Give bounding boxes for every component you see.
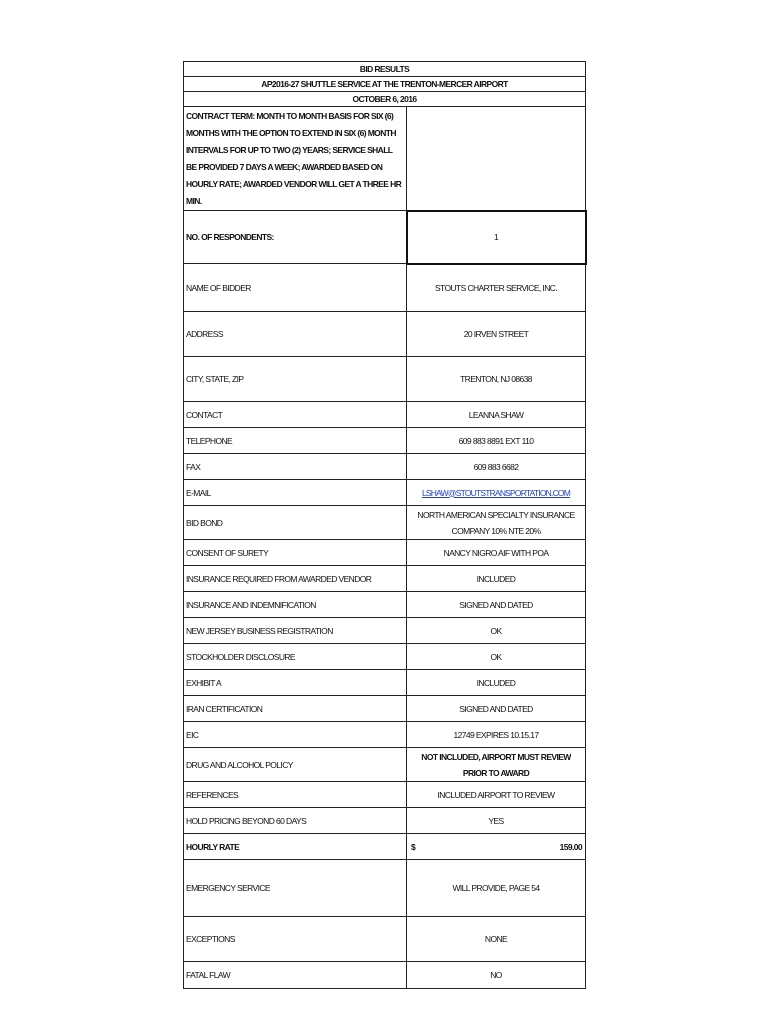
table-row xyxy=(184,566,586,592)
hold-pricing-label: HOLD PRICING BEYOND 60 DAYS xyxy=(184,808,407,834)
bid-results-sheet xyxy=(183,61,585,989)
eic-label: EIC xyxy=(184,722,407,748)
insurance-required-label: INSURANCE REQUIRED FROM AWARDED VENDOR xyxy=(184,566,407,592)
table-row xyxy=(184,917,586,962)
table-row xyxy=(184,962,586,989)
iran-label: IRAN CERTIFICATION xyxy=(184,696,407,722)
address-value: 20 IRVEN STREET xyxy=(407,312,586,357)
table-row xyxy=(184,264,586,312)
table-row xyxy=(184,428,586,454)
bidder-label: NAME OF BIDDER xyxy=(184,264,407,312)
table-row xyxy=(184,357,586,402)
bid-bond-label: BID BOND xyxy=(184,506,407,540)
contract-term-text: CONTRACT TERM: MONTH TO MONTH BASIS FOR SIX (6) MONTHS WITH THE OPTION TO EXTEND IN SIX (6) MONTH INTERVALS FOR UP TO TWO (2) YEARS; SERVICE SHALL BE PROVIDED 7 DAYS A WEEK; AWARDED BASED ON HOURLY RATE; AWARDED VENDOR WILL GET A THREE HR MIN. xyxy=(184,107,407,211)
insurance-required-value: INCLUDED xyxy=(407,566,586,592)
exceptions-label: EXCEPTIONS xyxy=(184,917,407,962)
drug-policy-value: NOT INCLUDED, AIRPORT MUST REVIEW PRIOR TO AWARD xyxy=(407,748,586,782)
references-label: REFERENCES xyxy=(184,782,407,808)
respondents-value: 1 xyxy=(407,211,586,264)
respondents-row xyxy=(184,211,586,264)
references-value: INCLUDED AIRPORT TO REVIEW xyxy=(407,782,586,808)
table-row xyxy=(184,402,586,428)
table-row xyxy=(184,670,586,696)
nj-registration-value: OK xyxy=(407,618,586,644)
table-row xyxy=(184,592,586,618)
contract-term-blank xyxy=(407,107,586,211)
emergency-value: WILL PROVIDE, PAGE 54 xyxy=(407,860,586,917)
hourly-rate-amount: 159.00 xyxy=(559,841,583,852)
fax-value: 609 883 6682 xyxy=(407,454,586,480)
table-row xyxy=(184,696,586,722)
email-cell xyxy=(407,480,586,506)
telephone-label: TELEPHONE xyxy=(184,428,407,454)
table-row xyxy=(184,506,586,540)
header-row-title xyxy=(184,62,586,77)
address-label: ADDRESS xyxy=(184,312,407,357)
header-title: BID RESULTS xyxy=(184,62,586,77)
contact-value: LEANNA SHAW xyxy=(407,402,586,428)
insurance-indem-label: INSURANCE AND INDEMNIFICATION xyxy=(184,592,407,618)
bid-bond-value: NORTH AMERICAN SPECIALTY INSURANCE COMPANY 10% NTE 20% xyxy=(407,506,586,540)
table-row xyxy=(184,540,586,566)
table-row xyxy=(184,618,586,644)
table-row xyxy=(184,748,586,782)
table-row xyxy=(184,312,586,357)
header-project: AP2016-27 SHUTTLE SERVICE AT THE TRENTON-MERCER AIRPORT xyxy=(184,77,586,92)
stockholder-value: OK xyxy=(407,644,586,670)
exhibit-a-value: INCLUDED xyxy=(407,670,586,696)
exceptions-value: NONE xyxy=(407,917,586,962)
table-row xyxy=(184,860,586,917)
hourly-rate-cell xyxy=(407,834,586,860)
contact-label: CONTACT xyxy=(184,402,407,428)
email-label: E-MAIL xyxy=(184,480,407,506)
header-row-project xyxy=(184,77,586,92)
iran-value: SIGNED AND DATED xyxy=(407,696,586,722)
table-row xyxy=(184,454,586,480)
telephone-value: 609 883 8891 EXT 110 xyxy=(407,428,586,454)
table-row xyxy=(184,480,586,506)
table-row xyxy=(184,834,586,860)
contract-term-row xyxy=(184,107,586,211)
fax-label: FAX xyxy=(184,454,407,480)
bid-results-table xyxy=(183,61,587,989)
bidder-value: STOUTS CHARTER SERVICE, INC. xyxy=(407,264,586,312)
hourly-rate-currency: $ xyxy=(411,841,416,852)
city-value: TRENTON, NJ 08638 xyxy=(407,357,586,402)
consent-label: CONSENT OF SURETY xyxy=(184,540,407,566)
table-row xyxy=(184,782,586,808)
fatal-flaw-value: NO xyxy=(407,962,586,989)
table-row xyxy=(184,644,586,670)
table-row xyxy=(184,722,586,748)
fatal-flaw-label: FATAL FLAW xyxy=(184,962,407,989)
city-label: CITY, STATE, ZIP xyxy=(184,357,407,402)
table-row xyxy=(184,808,586,834)
consent-value: NANCY NIGRO AIF WITH POA xyxy=(407,540,586,566)
stockholder-label: STOCKHOLDER DISCLOSURE xyxy=(184,644,407,670)
respondents-label: NO. OF RESPONDENTS: xyxy=(184,211,407,264)
eic-value: 12749 EXPIRES 10.15.17 xyxy=(407,722,586,748)
insurance-indem-value: SIGNED AND DATED xyxy=(407,592,586,618)
exhibit-a-label: EXHIBIT A xyxy=(184,670,407,696)
header-row-date xyxy=(184,92,586,107)
drug-policy-label: DRUG AND ALCOHOL POLICY xyxy=(184,748,407,782)
hourly-rate-label: HOURLY RATE xyxy=(184,834,407,860)
nj-registration-label: NEW JERSEY BUSINESS REGISTRATION xyxy=(184,618,407,644)
header-date: OCTOBER 6, 2016 xyxy=(184,92,586,107)
hold-pricing-value: YES xyxy=(407,808,586,834)
email-link[interactable]: LSHAW@STOUTSTRANSPORTATION.COM xyxy=(421,487,571,498)
emergency-label: EMERGENCY SERVICE xyxy=(184,860,407,917)
